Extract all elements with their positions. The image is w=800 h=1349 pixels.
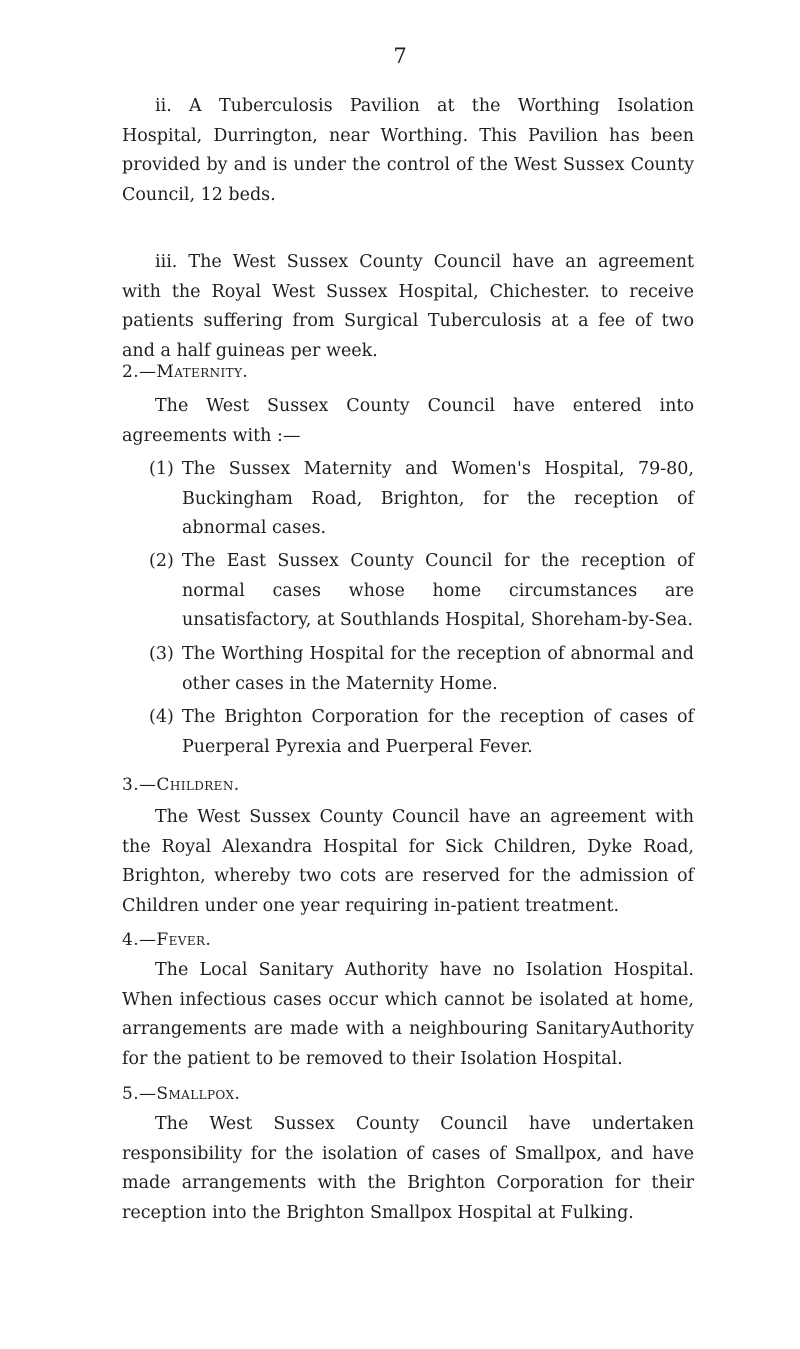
heading-children: 3.—Children. [122, 775, 240, 795]
paragraph-maternity-intro: The West Sussex County Council have entered into agreements with :— [122, 396, 694, 446]
list-item-maternity-3 [149, 640, 694, 699]
list-item-maternity-2 [149, 547, 694, 636]
list-item-number: (2) [149, 551, 174, 571]
list-item-number: (4) [149, 707, 174, 727]
list-item-number: (1) [149, 459, 174, 479]
heading-fever: 4.—Fever. [122, 930, 212, 950]
page-number: 7 [393, 44, 407, 68]
list-item-maternity-1 [149, 455, 694, 544]
paragraph-surgical-tuberculosis: iii. The West Sussex County Council have an agreement with the Royal West Sussex Hospital, Chichester. to receive patients suffering from Surgical Tuberculosis at a fee of two and a half guineas per week. [122, 252, 694, 361]
paragraph-smallpox: The West Sussex County Council have undertaken responsibility for the isolation of cases of Smallpox, and have made arrangements with the Brighton Corporation for their reception into the Brighton Smallpox Hospital at Fulking. [122, 1114, 694, 1223]
list-item-text: The Worthing Hospital for the reception of abnormal and other cases in the Maternity Home. [182, 644, 694, 694]
paragraph-tuberculosis-pavilion: ii. A Tuberculosis Pavilion at the Worthing Isolation Hospital, Durrington, near Worthing. This Pavilion has been provided by and is under the control of the West Sussex County Council, 12 beds. [122, 96, 694, 205]
list-item-number: (3) [149, 644, 174, 664]
paragraph-children: The West Sussex County Council have an agreement with the Royal Alexandra Hospital for Sick Children, Dyke Road, Brighton, whereby two cots are reserved for the admission of Children under one year requiring in-patient treatment. [122, 807, 694, 916]
paragraph-fever: The Local Sanitary Authority have no Isolation Hospital. When infectious cases occur which cannot be isolated at home, arrangements are made with a neighbouring SanitaryAuthority for the patient to be removed to their Isolation Hospital. [122, 960, 694, 1069]
heading-smallpox: 5.—Smallpox. [122, 1084, 241, 1104]
list-item-text: The East Sussex County Council for the reception of normal cases whose home circumstances are unsatisfactory, at Southlands Hospital, Shoreham-by-Sea. [182, 551, 694, 630]
list-item-text: The Sussex Maternity and Women's Hospital, 79-80, Buckingham Road, Brighton, for the reception of abnormal cases. [182, 459, 694, 538]
heading-maternity: 2.—Maternity. [122, 362, 249, 382]
list-item-maternity-4 [149, 703, 694, 762]
list-item-text: The Brighton Corporation for the reception of cases of Puerperal Pyrexia and Puerperal Fever. [182, 707, 694, 757]
